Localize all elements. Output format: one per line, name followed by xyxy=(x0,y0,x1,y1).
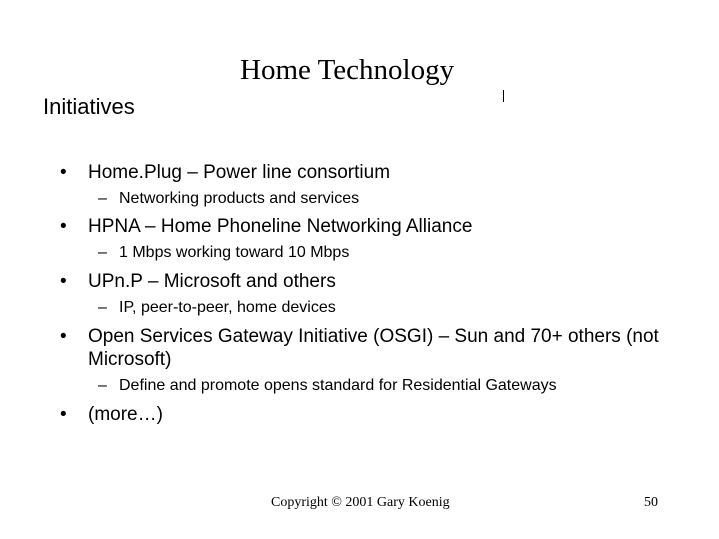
bullet-text: Home.Plug – Power line consortium xyxy=(88,162,391,183)
bullet-symbol: • xyxy=(60,326,67,347)
bullet-symbol: • xyxy=(60,216,67,237)
sub-bullet-text: Networking products and services xyxy=(119,190,360,207)
bullet-text: Open Services Gateway Initiative (OSGI) – Sun and 70+ others (not Microsoft) xyxy=(88,326,659,370)
sub-bullet-symbol: – xyxy=(98,299,107,316)
sub-bullet-symbol: – xyxy=(98,244,107,261)
slide-title-line1: Home Technology xyxy=(240,54,455,86)
sub-bullet-symbol: – xyxy=(98,377,107,394)
sub-bullet-text: IP, peer-to-peer, home devices xyxy=(119,299,336,316)
sub-bullet-text: 1 Mbps working toward 10 Mbps xyxy=(119,244,350,261)
sub-bullet-symbol: – xyxy=(98,190,107,207)
slide-title-line2: Initiatives xyxy=(43,94,135,119)
bullet-symbol: • xyxy=(60,162,67,183)
bullet-text: HPNA – Home Phoneline Networking Alliance xyxy=(88,216,473,237)
bullet-symbol: • xyxy=(60,404,67,425)
bullet-text: UPn.P – Microsoft and others xyxy=(88,271,336,292)
bullet-symbol: • xyxy=(60,271,67,292)
sub-bullet-text: Define and promote opens standard for Residential Gateways xyxy=(119,377,557,394)
bullet-text: (more…) xyxy=(88,404,163,425)
footer-copyright: Copyright © 2001 Gary Koenig xyxy=(271,495,450,510)
page-number: 50 xyxy=(644,495,658,510)
